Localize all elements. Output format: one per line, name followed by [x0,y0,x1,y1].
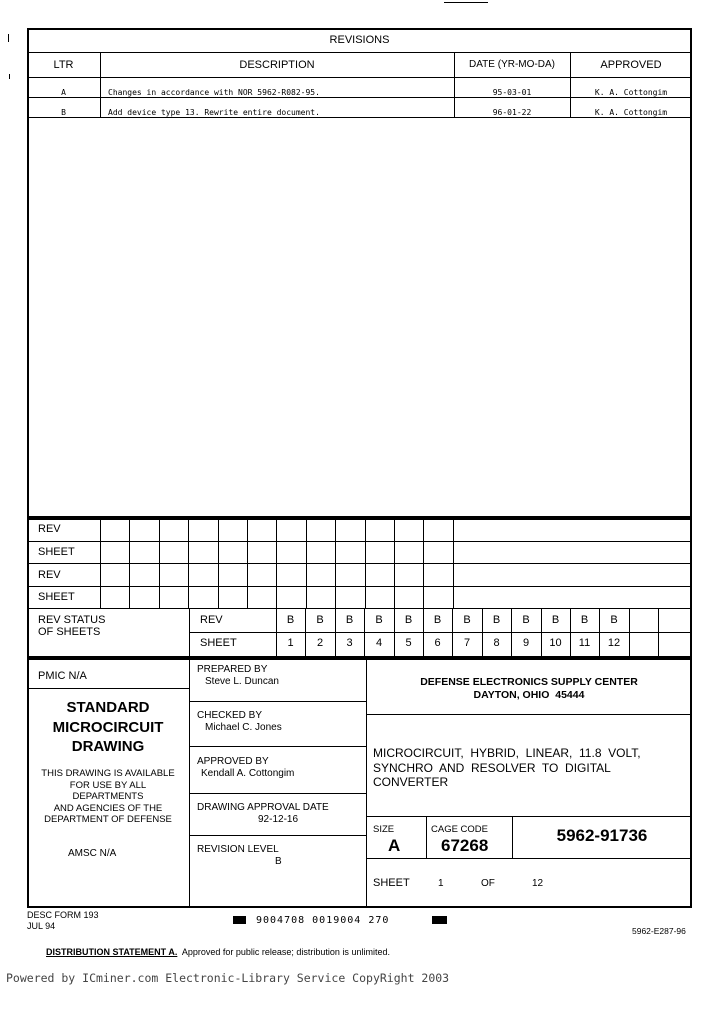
grid-label-rev: REV [38,569,61,581]
revision-ltr: A [61,88,66,97]
size-label: SIZE [373,824,395,835]
revision-date: 95-03-01 [492,88,532,97]
sheet-number-cell: 4 [375,637,383,649]
sheet-number-cell: 7 [463,637,471,649]
standard-microcircuit-drawing: STANDARD MICROCIRCUIT DRAWING [52,699,164,755]
approval-date-label: DRAWING APPROVAL DATE [197,802,329,813]
ltr-header: LTR [53,59,74,71]
date-header: DATE (YR-MO-DA) [469,59,555,70]
form-number: DESC FORM 193 JUL 94 [27,910,99,931]
size-value: A [388,836,401,855]
grid-label-rev: REV [38,523,61,535]
scan-mark [9,74,10,79]
revision-ltr: B [61,108,66,117]
rev-status-cell: B [463,614,471,626]
rev-status-cell: B [345,614,354,626]
powered-by-footer: Powered by ICminer.com Electronic-Library Service CopyRight 2003 [6,971,450,985]
revisions-block [27,28,692,518]
approved-header: APPROVED [600,59,662,71]
sheet-number-cell: 1 [287,637,294,649]
revision-approved: K. A. Cottongim [594,108,668,117]
grid-label-sheet: SHEET [38,591,75,603]
availability-note: THIS DRAWING IS AVAILABLE FOR USE BY ALL DEPARTMENTS AND AGENCIES OF THE DEPARTMENT OF DEFENSE [41,768,175,825]
status-rev-label: REV [200,614,223,626]
prepared-label: PREPARED BY [197,664,268,675]
amsc-label: AMSC N/A [68,848,117,859]
grid-line [423,518,424,608]
distribution-label: DISTRIBUTION STATEMENT A. [46,947,178,957]
rev-status-cell: B [492,614,501,626]
sheet-number-cell: 3 [346,637,353,649]
rev-status-cell: B [580,614,589,626]
revisions-title: REVISIONS [329,34,390,46]
drawing-number: 5962-91736 [556,826,648,845]
checked-by: Michael C. Jones [205,722,282,733]
sheet-number-cell: 5 [405,637,412,649]
revision-date: 96-01-22 [492,108,532,117]
scan-mark [8,34,9,42]
description-header: DESCRIPTION [239,59,315,71]
distribution-text: Approved for public release; distribution is unlimited. [177,947,390,957]
grid-line [129,518,130,608]
sheet-number: 1 [438,878,444,889]
sheet-number-cell: 9 [522,637,530,649]
scan-mark [444,2,488,3]
rev-status-cell: B [404,614,413,626]
of-label: OF [481,878,495,889]
grid-line [394,518,395,608]
sheet-number-cell: 11 [578,637,591,649]
sheet-label: SHEET [373,877,410,889]
grid-line [335,518,336,608]
rev-status-cell: B [551,614,560,626]
barcode-mark [233,916,246,924]
rev-status-label: REV STATUS OF SHEETS [38,614,106,638]
rev-status-cell: B [286,614,295,626]
grid-line [276,518,277,608]
revision-approved: K. A. Cottongim [594,88,668,97]
sheet-number-cell: 6 [434,637,441,649]
prepared-by: Steve L. Duncan [205,676,279,687]
revision-level-label: REVISION LEVEL [197,844,279,855]
cage-code-label: CAGE CODE [431,824,489,835]
grid-line [247,518,248,608]
sheet-number-cell: 10 [549,637,562,649]
barcode-number: 9004708 0019004 270 [256,915,390,926]
rev-status-cell: B [522,614,530,626]
grid-line [306,518,307,608]
rev-status-cell: B [316,614,324,626]
revision-description: Add device type 13. Rewrite entire document. [108,108,320,117]
grid-line [188,518,189,608]
sheet-number-cell: 12 [607,637,621,649]
cage-code: 67268 [441,836,489,855]
document-code: 5962-E287-96 [632,926,686,936]
distribution-statement [41,934,390,958]
approval-date: 92-12-16 [258,814,299,825]
grid-line [365,518,366,608]
pmic-label: PMIC N/A [38,670,87,682]
grid-line [453,518,454,608]
agency-name: DEFENSE ELECTRONICS SUPPLY CENTER DAYTON, OHIO 45444 [420,676,638,701]
checked-label: CHECKED BY [197,710,263,721]
rev-status-cell: B [610,614,618,626]
total-sheets: 12 [532,878,544,889]
approved-by: Kendall A. Cottongim [201,768,295,779]
grid-label-sheet: SHEET [38,546,75,558]
revision-level: B [275,856,282,867]
grid-line [658,608,659,658]
sheet-number-cell: 8 [493,637,500,649]
barcode-mark [432,916,447,924]
drawing-title: MICROCIRCUIT, HYBRID, LINEAR, 11.8 VOLT, SYNCHRO AND RESOLVER TO DIGITAL CONVERTER [373,746,641,789]
sheet-number-cell: 2 [316,637,324,649]
status-sheet-label: SHEET [200,637,237,649]
approved-label: APPROVED BY [197,756,269,767]
rev-status-cell: B [375,614,383,626]
rev-status-cell: B [433,614,442,626]
grid-line [218,518,219,608]
grid-line [629,608,630,658]
grid-line [159,518,160,608]
revision-description: Changes in accordance with NOR 5962-R082-95. [108,88,320,97]
